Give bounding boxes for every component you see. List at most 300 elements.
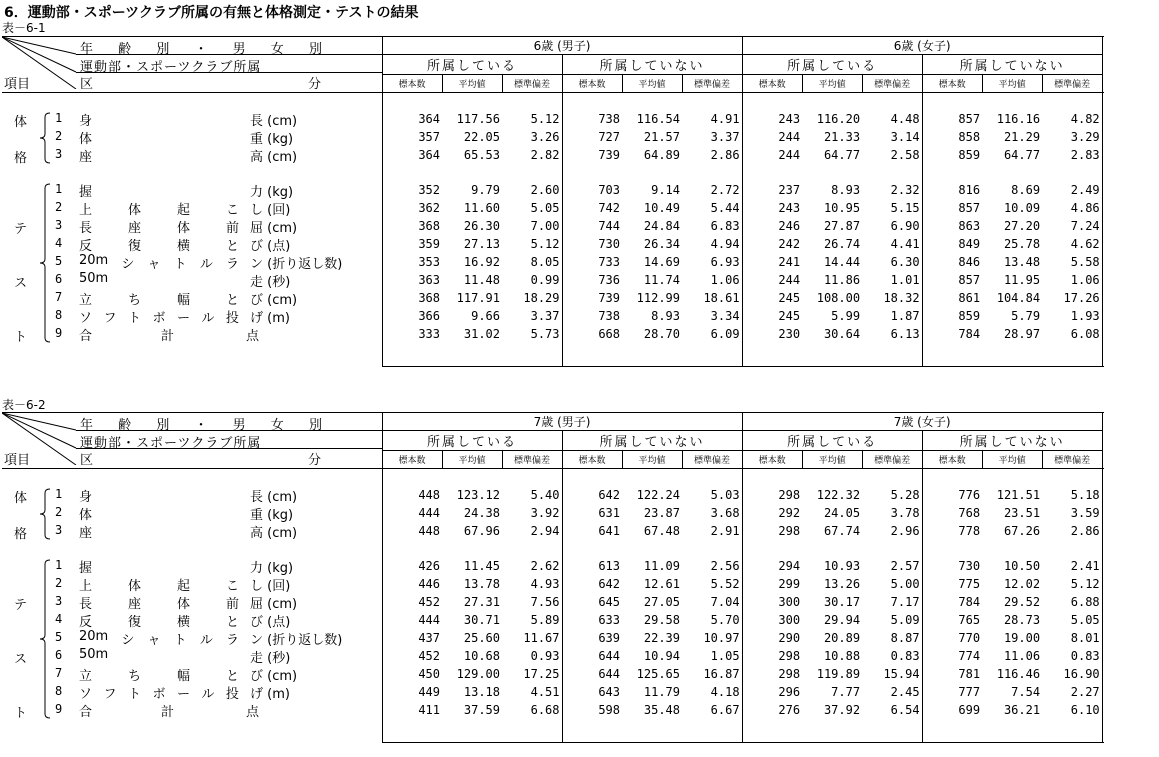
spacer-cell (802, 343, 862, 367)
spacer-cell (502, 343, 562, 367)
item-name-char: 体 (79, 132, 93, 147)
data-cell: 765 (958, 613, 981, 627)
item-name-char: ル (201, 311, 215, 326)
data-cell: 359 (418, 237, 440, 251)
item-name-char: 計 (160, 705, 174, 720)
data-cell: 15.94 (862, 665, 922, 683)
data-cell: 9.79 (471, 183, 500, 197)
item-name-char: 復 (127, 239, 141, 254)
item-name-char: 幅 (176, 669, 190, 684)
data-cell: 123.12 (456, 488, 500, 502)
data-cell: 426 (418, 559, 440, 573)
header-division-left: 区 (80, 453, 94, 468)
data-cell: 3.92 (502, 504, 562, 522)
data-cell: 25.60 (463, 631, 500, 645)
item-name-char: 上 (79, 579, 93, 594)
item-name-char: 立 (79, 293, 93, 308)
item-unit: び (点) (250, 239, 291, 254)
data-cell: 641 (598, 524, 620, 538)
item-name-char: と (225, 239, 239, 254)
data-cell: 816 (958, 183, 981, 197)
spacer-cell (982, 343, 1042, 367)
data-cell: 28.70 (643, 327, 680, 341)
data-cell: 294 (778, 559, 801, 573)
data-cell: 9.66 (471, 309, 500, 323)
item-name-char: 座 (127, 221, 141, 236)
spacer-cell (982, 469, 1042, 487)
spacer-cell (862, 469, 922, 487)
data-cell: 116.54 (636, 112, 680, 126)
data-cell: 12.61 (643, 577, 680, 591)
item-name-char: 座 (79, 150, 93, 165)
data-cell: 1.05 (682, 647, 742, 665)
category-physique-char: 体 (14, 491, 28, 506)
data-cell: 237 (778, 183, 801, 197)
data-cell: 27.87 (823, 219, 861, 233)
item-name-char: フ (103, 687, 117, 702)
data-cell: 846 (958, 255, 981, 269)
data-cell: 10.88 (823, 649, 861, 663)
data-cell: 11.79 (643, 685, 680, 699)
item-unit: 長 (cm) (250, 114, 298, 129)
item-number: 4 (55, 236, 63, 250)
item-name (79, 665, 239, 684)
item-name-char: シ (121, 633, 135, 648)
row-labels (2, 469, 382, 744)
stat-header: 平均値 (982, 75, 1042, 93)
data-cell: 3.37 (502, 307, 562, 325)
data-cell: 644 (598, 649, 620, 663)
data-cell: 24.84 (643, 219, 680, 233)
item-name-char: 20m (79, 629, 109, 644)
item-name-char: ト (173, 257, 187, 272)
item-unit: 力 (kg) (250, 561, 294, 576)
header-division-right: 分 (308, 77, 322, 92)
spacer-cell (622, 164, 682, 181)
spacer-cell (742, 719, 802, 743)
category-test-char: テ (14, 222, 28, 237)
data-cell: 10.94 (643, 649, 680, 663)
data-cell: 36.21 (1003, 703, 1041, 717)
data-cell: 20.89 (823, 631, 861, 645)
data-cell: 27.31 (463, 595, 500, 609)
data-cell: 2.91 (682, 522, 742, 540)
spacer-cell (742, 164, 802, 181)
item-name-char: 座 (127, 597, 141, 612)
data-cell: 117.91 (456, 291, 500, 305)
item-number: 2 (55, 200, 63, 214)
data-cell: 13.48 (1003, 255, 1041, 269)
spacer-cell (1042, 719, 1102, 743)
item-name-char: 反 (79, 239, 93, 254)
data-cell: 5.15 (862, 199, 922, 217)
item-name-char: ラ (225, 633, 239, 648)
data-cell: 29.94 (823, 613, 861, 627)
item-name-char: ー (176, 687, 190, 702)
data-cell: 368 (418, 219, 440, 233)
data-cell: 5.70 (682, 611, 742, 629)
stat-header: 標準偏差 (1042, 75, 1102, 93)
stat-header: 標本数 (382, 75, 442, 93)
spacer-cell (802, 164, 862, 181)
item-name (79, 146, 92, 165)
spacer-cell (802, 719, 862, 743)
data-cell: 333 (418, 327, 440, 341)
item-name (79, 253, 239, 272)
data-cell: 5.05 (502, 199, 562, 217)
data-cell: 16.87 (682, 665, 742, 683)
data-cell: 26.34 (643, 237, 680, 251)
data-cell: 22.05 (463, 130, 500, 144)
data-cell: 639 (598, 631, 620, 645)
data-cell: 3.26 (502, 128, 562, 146)
data-cell: 668 (598, 327, 620, 341)
data-cell: 437 (418, 631, 440, 645)
data-cell: 633 (598, 613, 620, 627)
header-corner (2, 413, 382, 469)
data-cell: 16.90 (1042, 665, 1102, 683)
header-club-label: 運動部・スポーツクラブ所属 (80, 436, 262, 451)
spacer-row (2, 469, 1103, 487)
affiliated-header: 所属している (382, 55, 562, 75)
spacer-cell (742, 540, 802, 557)
data-cell: 6.09 (682, 325, 742, 343)
item-name (79, 647, 108, 662)
data-cell: 276 (778, 703, 801, 717)
item-name-char: こ (225, 203, 239, 218)
data-cell: 6.68 (502, 701, 562, 719)
header-corner (2, 37, 382, 93)
spacer-cell (502, 540, 562, 557)
not-affiliated-header: 所属していない (562, 55, 742, 75)
item-name-char: 合 (79, 705, 93, 720)
data-cell: 364 (418, 148, 440, 162)
data-cell: 6.10 (1042, 701, 1102, 719)
data-cell: 116.20 (816, 112, 861, 126)
data-cell: 122.24 (636, 488, 680, 502)
data-cell: 300 (778, 613, 801, 627)
item-name-char: こ (225, 579, 239, 594)
item-unit: 重 (kg) (250, 132, 294, 147)
item-name-char: ト (173, 633, 187, 648)
header-char: 齢 (118, 418, 132, 433)
data-cell: 736 (598, 273, 620, 287)
item-number: 7 (55, 290, 63, 304)
item-unit: げ (m) (250, 687, 290, 702)
item-unit: 屈 (cm) (250, 221, 298, 236)
item-name-char: 前 (225, 597, 239, 612)
data-cell: 5.09 (862, 611, 922, 629)
data-cell: 296 (778, 685, 801, 699)
data-cell: 448 (418, 524, 440, 538)
data-cell: 3.29 (1042, 128, 1102, 146)
row-labels (2, 93, 382, 368)
item-unit: 点 (246, 705, 260, 720)
data-cell: 245 (778, 309, 801, 323)
not-affiliated-header: 所属していない (922, 55, 1102, 75)
header-char: 別 (156, 42, 170, 57)
item-name-char: と (225, 293, 239, 308)
item-name (79, 271, 108, 286)
spacer-cell (562, 469, 622, 487)
data-cell: 67.48 (643, 524, 680, 538)
item-unit: げ (m) (250, 311, 290, 326)
spacer-cell (382, 719, 442, 743)
spacer-cell (382, 469, 442, 487)
item-number: 1 (55, 558, 63, 572)
data-cell: 18.32 (862, 289, 922, 307)
item-unit: し (回) (250, 203, 291, 218)
data-cell: 7.56 (502, 593, 562, 611)
spacer-cell (382, 164, 442, 181)
data-cell: 1.87 (862, 307, 922, 325)
item-unit: 高 (cm) (250, 150, 298, 165)
spacer-cell (922, 719, 982, 743)
data-cell: 24.05 (823, 506, 861, 520)
data-cell: 444 (418, 506, 440, 520)
data-cell: 2.32 (862, 181, 922, 199)
data-cell: 5.05 (1042, 611, 1102, 629)
data-cell: 31.02 (463, 327, 500, 341)
item-name-char: ル (199, 633, 213, 648)
item-name-char: 投 (225, 311, 239, 326)
data-cell: 67.26 (1003, 524, 1041, 538)
data-cell: 863 (958, 219, 981, 233)
item-name-char: ボ (152, 311, 166, 326)
table-bottom-border (382, 367, 1103, 368)
data-cell: 11.74 (643, 273, 680, 287)
data-cell: 776 (958, 488, 981, 502)
item-name-char: 体 (176, 221, 190, 236)
spacer-cell (922, 469, 982, 487)
data-cell: 8.87 (862, 629, 922, 647)
data-cell: 4.86 (1042, 199, 1102, 217)
spacer-cell (622, 540, 682, 557)
group-header: 6歳 (女子) (742, 37, 1102, 55)
item-number: 1 (55, 487, 63, 501)
spacer-cell (1042, 540, 1102, 557)
spacer-cell (562, 343, 622, 367)
data-cell: 5.18 (1042, 486, 1102, 504)
data-cell: 26.74 (823, 237, 861, 251)
spacer-cell (1042, 164, 1102, 181)
item-name-char: ち (127, 669, 141, 684)
item-name-char: ー (176, 311, 190, 326)
item-name-char: 50m (79, 647, 109, 662)
data-cell: 14.69 (643, 255, 680, 269)
item-name-char: と (225, 669, 239, 684)
test-brace (38, 559, 52, 722)
item-name-char: ソ (79, 687, 93, 702)
data-cell: 784 (958, 327, 981, 341)
item-number: 4 (55, 612, 63, 626)
data-cell: 4.41 (862, 235, 922, 253)
data-cell: 631 (598, 506, 620, 520)
data-cell: 727 (598, 130, 620, 144)
spacer-cell (682, 343, 742, 367)
item-unit: 走 (秒) (250, 275, 291, 290)
data-cell: 13.26 (823, 577, 861, 591)
stat-header: 標本数 (742, 451, 802, 469)
data-cell: 4.48 (862, 110, 922, 128)
spacer-cell (502, 469, 562, 487)
item-number: 8 (55, 308, 63, 322)
data-cell: 37.92 (823, 703, 861, 717)
spacer-cell (922, 343, 982, 367)
data-cell: 242 (778, 237, 801, 251)
data-cell: 861 (958, 291, 981, 305)
item-name-char: 投 (225, 687, 239, 702)
spacer-cell (742, 343, 802, 367)
data-cell: 298 (778, 488, 801, 502)
header-row-age-sex (2, 413, 1103, 431)
spacer-cell (982, 93, 1042, 111)
header-char: 男 (232, 418, 246, 433)
data-cell: 352 (418, 183, 440, 197)
data-cell: 4.51 (502, 683, 562, 701)
spacer-cell (622, 93, 682, 111)
data-cell: 8.01 (1042, 629, 1102, 647)
affiliated-header: 所属している (742, 55, 922, 75)
data-cell: 10.95 (823, 201, 861, 215)
item-name (79, 235, 239, 254)
data-cell: 27.13 (463, 237, 500, 251)
data-cell: 244 (778, 148, 801, 162)
data-cell: 1.06 (1042, 271, 1102, 289)
data-cell: 117.56 (456, 112, 500, 126)
data-cell: 30.71 (463, 613, 500, 627)
spacer-cell (682, 93, 742, 111)
data-cell: 703 (598, 183, 620, 197)
spacer-cell (742, 469, 802, 487)
table-label: 表－6-1 (2, 21, 46, 35)
spacer-cell (622, 469, 682, 487)
header-row-age-sex (2, 37, 1103, 55)
data-cell: 2.62 (502, 557, 562, 575)
data-cell: 774 (958, 649, 981, 663)
data-cell: 8.69 (1011, 183, 1041, 197)
spacer-cell (742, 93, 802, 111)
data-cell: 4.94 (682, 235, 742, 253)
item-unit: し (回) (250, 579, 291, 594)
item-unit: 重 (kg) (250, 508, 294, 523)
data-cell: 5.52 (682, 575, 742, 593)
data-cell: 781 (958, 667, 981, 681)
spacer-cell (1042, 93, 1102, 111)
data-cell: 613 (598, 559, 620, 573)
data-cell: 8.05 (502, 253, 562, 271)
stat-header: 標本数 (562, 451, 622, 469)
item-name-char: 座 (79, 526, 93, 541)
data-cell: 3.37 (682, 128, 742, 146)
item-unit: び (cm) (250, 293, 298, 308)
item-unit: び (点) (250, 615, 291, 630)
data-cell: 642 (598, 488, 620, 502)
data-cell: 5.00 (862, 575, 922, 593)
header-item-label: 項目 (4, 77, 31, 92)
data-cell: 3.68 (682, 504, 742, 522)
data-cell: 17.25 (502, 665, 562, 683)
data-cell: 2.72 (682, 181, 742, 199)
item-name (79, 110, 92, 129)
item-name-char: ル (201, 687, 215, 702)
data-cell: 5.89 (502, 611, 562, 629)
spacer-cell (622, 719, 682, 743)
data-cell: 125.65 (636, 667, 680, 681)
item-name-char: 横 (176, 615, 190, 630)
data-cell: 9.14 (651, 183, 680, 197)
item-name-char: 体 (127, 579, 141, 594)
spacer-cell (382, 93, 442, 111)
item-name (79, 701, 174, 720)
data-cell: 298 (778, 667, 801, 681)
data-cell: 5.99 (831, 309, 861, 323)
data-cell: 298 (778, 649, 801, 663)
data-cell: 446 (418, 577, 440, 591)
item-number: 6 (55, 272, 63, 286)
data-cell: 452 (418, 595, 440, 609)
data-cell: 11.86 (823, 273, 861, 287)
data-cell: 357 (418, 130, 440, 144)
data-cell: 3.59 (1042, 504, 1102, 522)
data-cell: 18.29 (502, 289, 562, 307)
header-char: 別 (308, 42, 322, 57)
spacer-cell (862, 164, 922, 181)
category-test-char: ス (14, 652, 28, 667)
data-cell: 6.13 (862, 325, 922, 343)
data-cell: 10.50 (1003, 559, 1041, 573)
item-unit: び (cm) (250, 669, 298, 684)
spacer-cell (622, 343, 682, 367)
header-char: ・ (194, 42, 208, 57)
item-name-char: 起 (176, 579, 190, 594)
data-cell: 2.96 (862, 522, 922, 540)
stat-header: 標本数 (382, 451, 442, 469)
data-cell: 4.91 (682, 110, 742, 128)
header-char: 女 (270, 418, 284, 433)
data-cell: 12.02 (1003, 577, 1041, 591)
item-number: 3 (55, 523, 63, 537)
item-number: 5 (55, 630, 63, 644)
data-cell: 119.89 (816, 667, 861, 681)
data-cell: 857 (958, 273, 981, 287)
data-cell: 67.96 (463, 524, 500, 538)
stat-header: 標準偏差 (682, 451, 742, 469)
item-name-char: 合 (79, 329, 93, 344)
spacer-cell (562, 164, 622, 181)
data-cell: 0.83 (862, 647, 922, 665)
data-cell: 4.93 (502, 575, 562, 593)
category-test-char: ト (14, 706, 28, 721)
item-name-char: 20m (79, 253, 109, 268)
data-cell: 10.68 (463, 649, 500, 663)
item-unit: 走 (秒) (250, 651, 291, 666)
data-cell: 299 (778, 577, 801, 591)
item-name-char: 計 (160, 329, 174, 344)
stat-header: 平均値 (982, 451, 1042, 469)
item-name-char: 50m (79, 271, 109, 286)
item-name-char: 体 (176, 597, 190, 612)
data-cell: 21.33 (823, 130, 861, 144)
stat-header: 平均値 (442, 451, 502, 469)
category-test-char: テ (14, 598, 28, 613)
data-cell: 0.83 (1042, 647, 1102, 665)
data-cell: 13.18 (463, 685, 500, 699)
spacer-cell (682, 540, 742, 557)
table-bottom-border (382, 743, 1103, 744)
data-cell: 64.77 (1003, 148, 1041, 162)
stat-header: 標準偏差 (1042, 451, 1102, 469)
